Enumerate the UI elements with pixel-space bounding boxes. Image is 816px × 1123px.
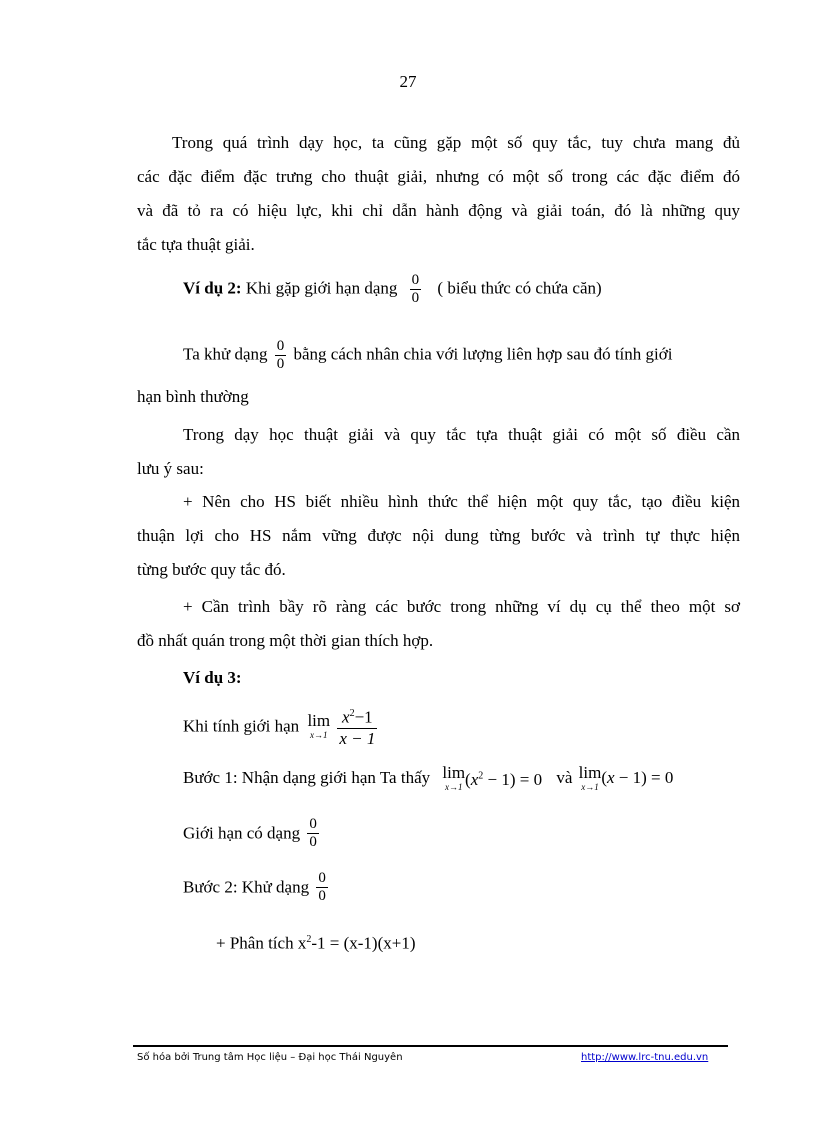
step-2-line	[183, 870, 331, 905]
fraction-denominator: 0	[411, 290, 420, 306]
limit-operator	[307, 712, 330, 740]
analysis-exponent: 2	[306, 934, 312, 945]
analysis-text-b: -1 = (x-1)(x+1)	[311, 933, 416, 953]
footer-source: Số hóa bởi Trung tâm Học liệu – Đại học Thái Nguyên	[137, 1052, 403, 1063]
fraction-denominator: x − 1	[339, 728, 376, 748]
lim-subscript: x→1	[310, 730, 328, 741]
example-2-line	[183, 272, 602, 307]
example-2-label: Ví dụ 2:	[183, 278, 242, 298]
bullet-2-line-2: đồ nhất quán trong một thời gian thích hợp.	[137, 631, 434, 650]
limit-operator-1	[442, 764, 465, 792]
limit-fraction	[337, 704, 377, 749]
example-3-label: Ví dụ 3:	[183, 668, 242, 687]
page-number: 27	[399, 72, 417, 91]
fraction-numerator: 0	[318, 870, 326, 886]
fraction-numerator: 0	[276, 338, 285, 354]
paragraph-1-line-2: các đặc điểm đặc trưng cho thuật giải, nhưng có một số trong các đặc điểm đó	[137, 167, 740, 186]
step-1-and: và	[556, 768, 573, 787]
step-2-fraction	[316, 870, 328, 905]
bullet-2-line-1: + Cần trình bầy rõ ràng các bước trong những ví dụ cụ thể theo một sơ	[183, 597, 740, 616]
limit-2-body: (x − 1) = 0	[601, 768, 674, 787]
example-2-fraction	[410, 272, 422, 307]
bullet-1-line-3: từng bước quy tắc đó.	[137, 560, 286, 579]
bullet-1-line-2: thuận lợi cho HS nắm vững được nội dung từng bước và trình tự thực hiện	[137, 526, 740, 545]
form-line	[183, 816, 322, 851]
footer-divider	[133, 1045, 728, 1047]
form-text: Giới hạn có dạng	[183, 823, 301, 843]
example-2-note: ( biểu thức có chứa căn)	[437, 278, 602, 298]
var-x: x	[342, 707, 350, 727]
form-fraction	[307, 816, 319, 851]
paragraph-1-line-3: và đã tỏ ra có hiệu lực, khi chỉ dẫn hành động và giải toán, đó là những quy	[137, 201, 740, 220]
limit-expression-line	[183, 704, 380, 749]
para2-text-before: Ta khử dạng	[183, 344, 268, 364]
fraction-denominator: 0	[318, 888, 326, 904]
lim-subscript: x→1	[444, 782, 463, 792]
limit-1-body: $(x^2 - 1) = 0$	[465, 769, 543, 789]
step-2-text: Bước 2: Khử dạng	[183, 877, 310, 897]
lim-text: lim	[307, 711, 331, 731]
analysis-text-a: + Phân tích x	[216, 933, 307, 953]
paragraph-1-line-1: Trong quá trình dạy học, ta cũng gặp một số quy tắc, tuy chưa mang đủ	[172, 133, 740, 152]
paragraph-2-line-1	[183, 338, 672, 373]
limit-operator-2	[579, 764, 602, 792]
step-1-text: Bước 1: Nhận dạng giới hạn Ta thấy	[183, 768, 431, 787]
paragraph-3-line-2: lưu ý sau:	[137, 459, 204, 478]
exponent: 2	[349, 708, 355, 719]
lim-subscript: x→1	[581, 782, 599, 792]
step-1-line	[183, 764, 673, 792]
fraction-numerator: 0	[411, 272, 420, 288]
lim-text: lim	[578, 763, 602, 782]
para2-fraction	[275, 338, 287, 373]
numerator-rest: −1	[354, 707, 373, 727]
footer-link[interactable]: http://www.lrc-tnu.edu.vn	[581, 1052, 709, 1063]
fraction-numerator: 0	[309, 816, 317, 832]
example-2-text: Khi gặp giới hạn dạng	[245, 278, 398, 298]
para2-text-after: bằng cách nhân chia với lượng liên hợp sau đó tính giới	[293, 344, 673, 364]
paragraph-1-line-4: tắc tựa thuật giải.	[137, 235, 255, 254]
fraction-denominator: 0	[276, 356, 285, 372]
bullet-1-line-1: + Nên cho HS biết nhiều hình thức thể hiện một quy tắc, tạo điều kiện	[183, 492, 740, 511]
lim-text: lim	[442, 763, 466, 782]
limit-intro-text: Khi tính giới hạn	[183, 716, 300, 736]
paragraph-3-line-1: Trong dạy học thuật giải và quy tắc tựa thuật giải có một số điều cần	[183, 425, 740, 444]
analysis-line	[216, 928, 416, 956]
fraction-numerator	[337, 704, 377, 728]
fraction-denominator: 0	[309, 834, 317, 850]
paragraph-2-line-2: hạn bình thường	[137, 387, 249, 406]
